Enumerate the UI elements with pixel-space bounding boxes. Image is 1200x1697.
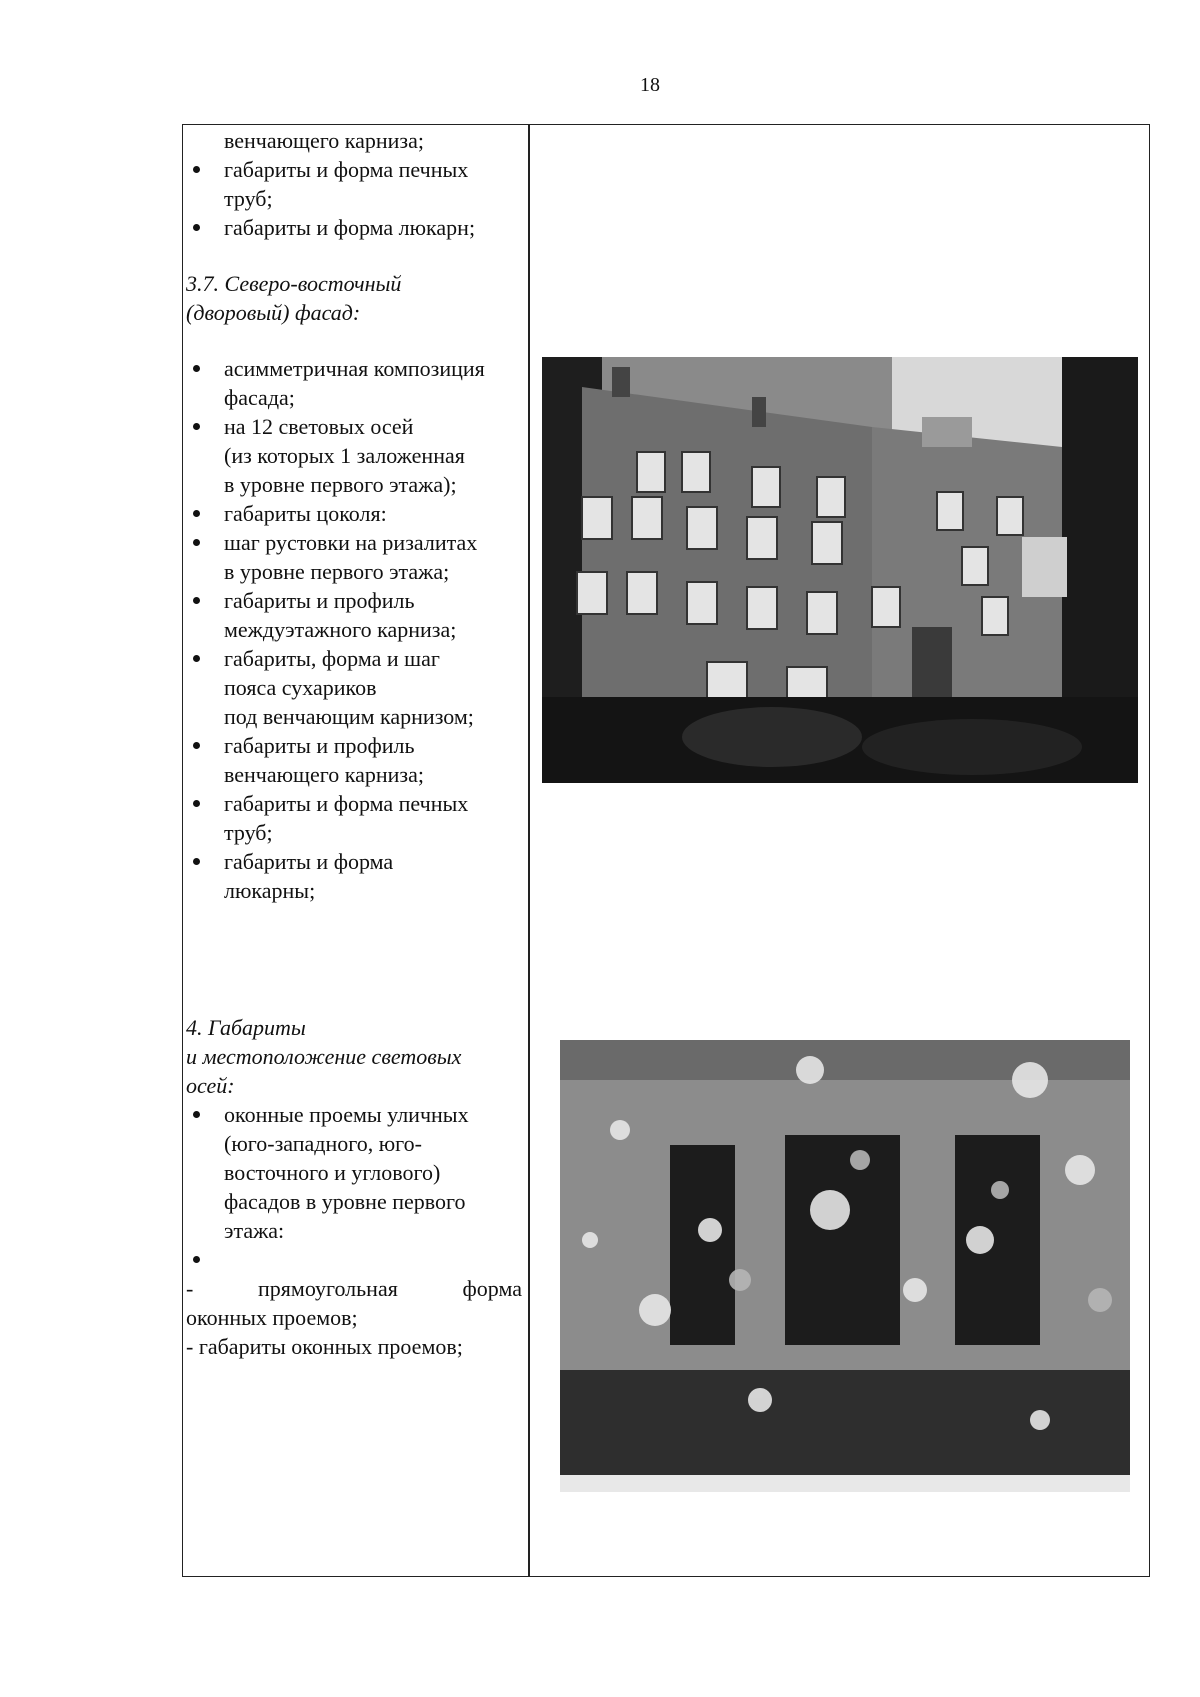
section-3-7-list — [186, 354, 526, 905]
text-line: в уровне первого этажа); — [224, 472, 457, 497]
empty-list-item — [186, 1245, 522, 1274]
text-line: габариты и профиль — [224, 733, 415, 758]
text-line: пояса сухариков — [224, 675, 377, 700]
heading-line: и местоположение световых — [186, 1044, 462, 1069]
bullet-icon — [193, 510, 200, 517]
heading-line: осей: — [186, 1073, 235, 1098]
text-line: оконные проемы уличных — [224, 1102, 469, 1127]
text-line: габариты и форма печных — [224, 157, 469, 182]
facade-photo — [542, 357, 1138, 783]
dash-line — [186, 1274, 522, 1303]
list-item — [186, 586, 526, 644]
text-line: труб; — [224, 820, 273, 845]
text-line: фасадов в уровне первого — [224, 1189, 466, 1214]
text-line: труб; — [224, 186, 273, 211]
text-line: венчающего карниза; — [224, 762, 424, 787]
bullet-icon — [193, 800, 200, 807]
window-openings-photo — [560, 1040, 1130, 1492]
text-line: восточного и углового) — [224, 1160, 441, 1185]
section-heading-4 — [186, 1013, 526, 1100]
list-item — [186, 847, 526, 905]
page-number: 18 — [640, 74, 660, 96]
bullet-icon — [193, 597, 200, 604]
list-item — [186, 528, 526, 586]
text-line: оконных проемов; — [186, 1305, 358, 1330]
text-line: междуэтажного карниза; — [224, 617, 457, 642]
section-heading-3-7 — [186, 269, 526, 327]
heading-line: (дворовый) фасад: — [186, 300, 361, 325]
dash-mark: - — [186, 1276, 194, 1301]
bullet-icon — [193, 365, 200, 372]
top-text-block — [186, 126, 526, 242]
courtyard-facade-image — [542, 357, 1138, 783]
bullet-icon — [193, 166, 200, 173]
text-line: фасада; — [224, 385, 295, 410]
bullet-icon — [193, 858, 200, 865]
list-item — [186, 499, 526, 528]
text-line: под венчающим карнизом; — [224, 704, 474, 729]
text-line: габариты и форма печных — [224, 791, 469, 816]
bullet-icon — [193, 1256, 200, 1263]
list-item — [186, 412, 526, 499]
text-line: этажа: — [224, 1218, 285, 1243]
text-word: форма — [462, 1276, 522, 1301]
text-line: (юго-западного, юго- — [224, 1131, 422, 1156]
bullet-icon — [193, 1111, 200, 1118]
text-line: габариты цоколя: — [224, 501, 387, 526]
text-line: на 12 световых осей — [224, 414, 414, 439]
heading-line: 3.7. Северо-восточный — [186, 271, 402, 296]
list-item — [186, 155, 526, 213]
text-line: шаг рустовки на ризалитах — [224, 530, 478, 555]
text-line: асимметричная композиция — [224, 356, 485, 381]
text-word: прямоугольная — [258, 1276, 398, 1301]
text-line: габариты и профиль — [224, 588, 415, 613]
text-line: в уровне первого этажа; — [224, 559, 450, 584]
bullet-icon — [193, 539, 200, 546]
list-item — [186, 731, 526, 789]
bullet-icon — [193, 224, 200, 231]
text-line: габариты и форма люкарн; — [224, 215, 476, 240]
column-divider — [528, 124, 530, 1577]
list-item — [186, 644, 526, 731]
text-line: (из которых 1 заложенная — [224, 443, 465, 468]
list-item — [186, 354, 526, 412]
bullet-icon — [193, 655, 200, 662]
bullet-icon — [193, 423, 200, 430]
text-line: габариты, форма и шаг — [224, 646, 440, 671]
bullet-icon — [193, 742, 200, 749]
list-item — [186, 1100, 522, 1245]
window-detail-image — [560, 1040, 1130, 1492]
text-line: венчающего карниза; — [224, 128, 424, 153]
heading-line: 4. Габариты — [186, 1015, 306, 1040]
text-line: - габариты оконных проемов; — [186, 1334, 463, 1359]
text-line: габариты и форма — [224, 849, 394, 874]
list-item — [186, 213, 526, 242]
list-item — [186, 789, 526, 847]
section-4-list — [186, 1100, 522, 1361]
text-line: люкарны; — [224, 878, 316, 903]
